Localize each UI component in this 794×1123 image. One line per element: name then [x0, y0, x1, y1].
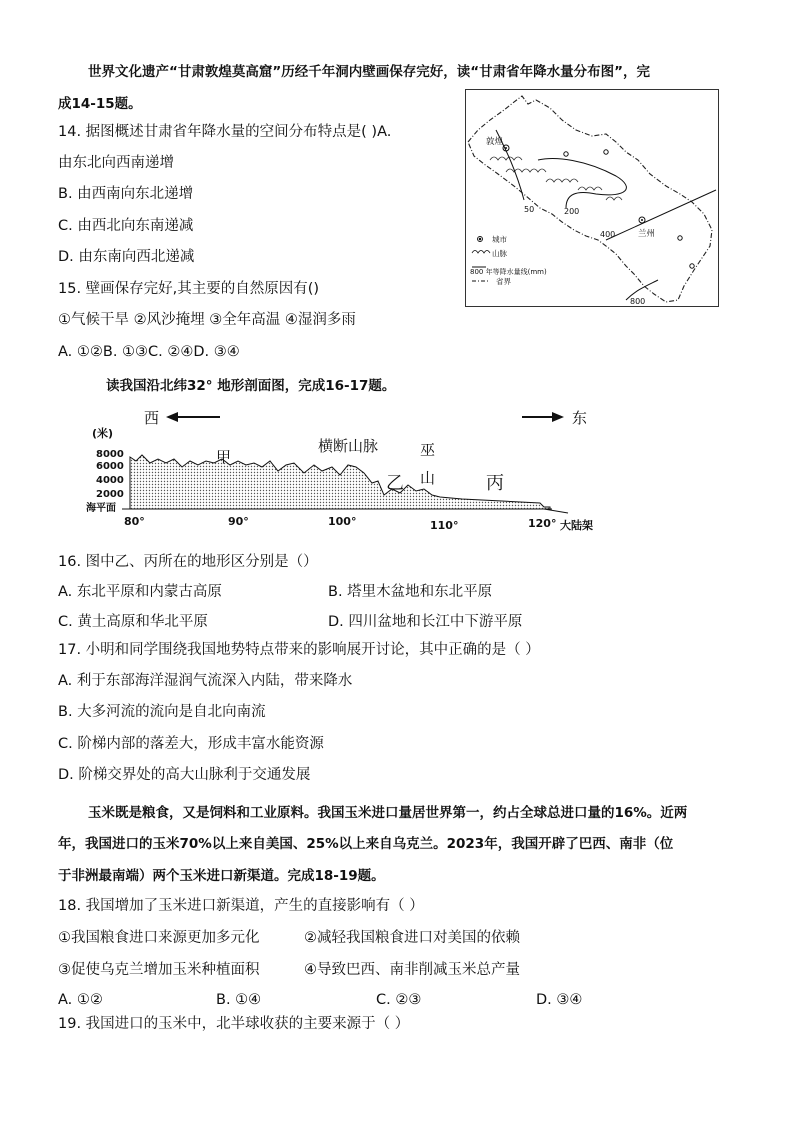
y-axis-unit: (米) — [92, 427, 114, 440]
y-tick-6000: 6000 — [96, 461, 124, 472]
y-tick-8000: 8000 — [96, 449, 124, 460]
q18-option-b: B. ①④ — [216, 992, 262, 1008]
label-dunhuang: 敦煌 — [486, 137, 504, 147]
region-hengduan: 横断山脉 — [318, 437, 379, 455]
intro-1-line-2: 成14-15题。 — [58, 96, 142, 112]
x-tick-110: 110° — [430, 519, 459, 532]
q15-stem: 15. 壁画保存完好,其主要的自然原因有() — [58, 281, 320, 297]
city-marker — [678, 236, 682, 240]
y-tick-2000: 2000 — [96, 489, 124, 500]
q16-option-c: C. 黄土高原和华北平原 — [58, 614, 208, 630]
x-tick-120: 120° — [528, 517, 557, 530]
legend-isoline-label: 800 年等降水量线(mm) — [470, 268, 547, 276]
q18-option-c: C. ②③ — [376, 992, 422, 1008]
isoline-400 — [606, 190, 716, 240]
q16-option-b: B. 塔里木盆地和东北平原 — [328, 584, 493, 600]
q16-stem: 16. 图中乙、丙所在的地形区分别是（） — [58, 554, 318, 570]
label-iso-50: 50 — [524, 205, 535, 214]
label-iso-200: 200 — [564, 207, 580, 216]
q17-option-c: C. 阶梯内部的落差大，形成丰富水能资源 — [58, 736, 324, 752]
map-drawing — [466, 90, 718, 306]
legend-border-label: 省界 — [496, 277, 511, 286]
q17-option-a: A. 利于东部海洋湿润气流深入内陆，带来降水 — [58, 673, 353, 689]
isoline-200 — [538, 159, 626, 208]
q16-option-d: D. 四川盆地和长江中下游平原 — [328, 614, 523, 630]
label-lanzhou: 兰州 — [638, 229, 656, 239]
terrain-profile-32n — [82, 405, 612, 535]
q18-item-4: ④导致巴西、南非削减玉米总产量 — [304, 962, 520, 978]
y-tick-4000: 4000 — [96, 475, 124, 486]
q17-stem: 17. 小明和同学围绕我国地势特点带来的影响展开讨论，其中正确的是（ ） — [58, 642, 540, 658]
q17-option-d: D. 阶梯交界处的高大山脉利于交通发展 — [58, 767, 311, 783]
intro-3-line-3: 于非洲最南端）两个玉米进口新渠道。完成18-19题。 — [58, 868, 385, 884]
mountain-ranges — [490, 157, 622, 200]
label-iso-400: 400 — [600, 230, 616, 239]
region-jia: 甲 — [216, 448, 232, 466]
region-bing: 丙 — [486, 473, 504, 494]
q14-option-d: D. 由东南向西北递减 — [58, 249, 195, 265]
city-marker — [564, 152, 568, 156]
region-wu: 巫 — [420, 441, 436, 459]
city-marker — [604, 150, 608, 154]
profile-drawing — [82, 405, 612, 535]
q14-stem: 14. 据图概述甘肃省年降水量的空间分布特点是( )A. — [58, 124, 392, 140]
q14-option-a: 由东北向西南递增 — [58, 155, 174, 171]
q15-items: ①气候干旱 ②风沙掩埋 ③全年高温 ④湿润多雨 — [58, 312, 356, 328]
q14-option-b: B. 由西南向东北递增 — [58, 186, 194, 202]
shelf-label: 大陆架 — [560, 519, 593, 532]
q18-item-3: ③促使乌克兰增加玉米种植面积 — [58, 962, 260, 978]
city-marker — [690, 264, 694, 268]
q19-stem: 19. 我国进口的玉米中，北半球收获的主要来源于（ ） — [58, 1016, 410, 1032]
direction-west: 西 — [144, 409, 160, 427]
q18-item-1: ①我国粮食进口来源更加多元化 — [58, 930, 260, 946]
q15-options: A. ①②B. ①③C. ②④D. ③④ — [58, 344, 240, 360]
legend-city-label: 城市 — [492, 235, 507, 244]
q17-option-b: B. 大多河流的流向是自北向南流 — [58, 704, 266, 720]
q18-option-a: A. ①② — [58, 992, 103, 1008]
q18-item-2: ②减轻我国粮食进口对美国的依赖 — [304, 930, 520, 946]
shelf-line — [544, 509, 568, 513]
direction-east: 东 — [572, 409, 588, 427]
intro-3-line-1: 玉米既是粮食，又是饲料和工业原料。我国玉米进口量居世界第一，约占全球总进口量的16%。近两 — [88, 805, 688, 821]
region-shan: 山 — [420, 469, 436, 487]
q16-option-a: A. 东北平原和内蒙古高原 — [58, 584, 222, 600]
intro-2: 读我国沿北纬32° 地形剖面图，完成16-17题。 — [106, 378, 396, 394]
intro-1-line-1: 世界文化遗产“甘肃敦煌莫高窟”历经千年洞内壁画保存完好，读“甘肃省年降水量分布图”，完 — [88, 64, 650, 80]
x-tick-80: 80° — [124, 515, 145, 528]
label-iso-800: 800 — [630, 297, 646, 306]
q14-option-c: C. 由西北向东南递减 — [58, 218, 194, 234]
sea-level-label: 海平面 — [86, 503, 116, 514]
q18-option-d: D. ③④ — [536, 992, 583, 1008]
intro-3-line-2: 年，我国进口的玉米70%以上来自美国、25%以上来自乌克兰。2023年，我国开辟了巴西、南非（位 — [58, 836, 674, 852]
gansu-precipitation-map — [465, 89, 719, 307]
q18-stem: 18. 我国增加了玉米进口新渠道，产生的直接影响有（ ） — [58, 898, 424, 914]
x-tick-90: 90° — [228, 515, 249, 528]
region-yi: 乙 — [386, 473, 404, 494]
legend-mountain-label: 山脉 — [492, 249, 507, 258]
x-tick-100: 100° — [328, 515, 357, 528]
